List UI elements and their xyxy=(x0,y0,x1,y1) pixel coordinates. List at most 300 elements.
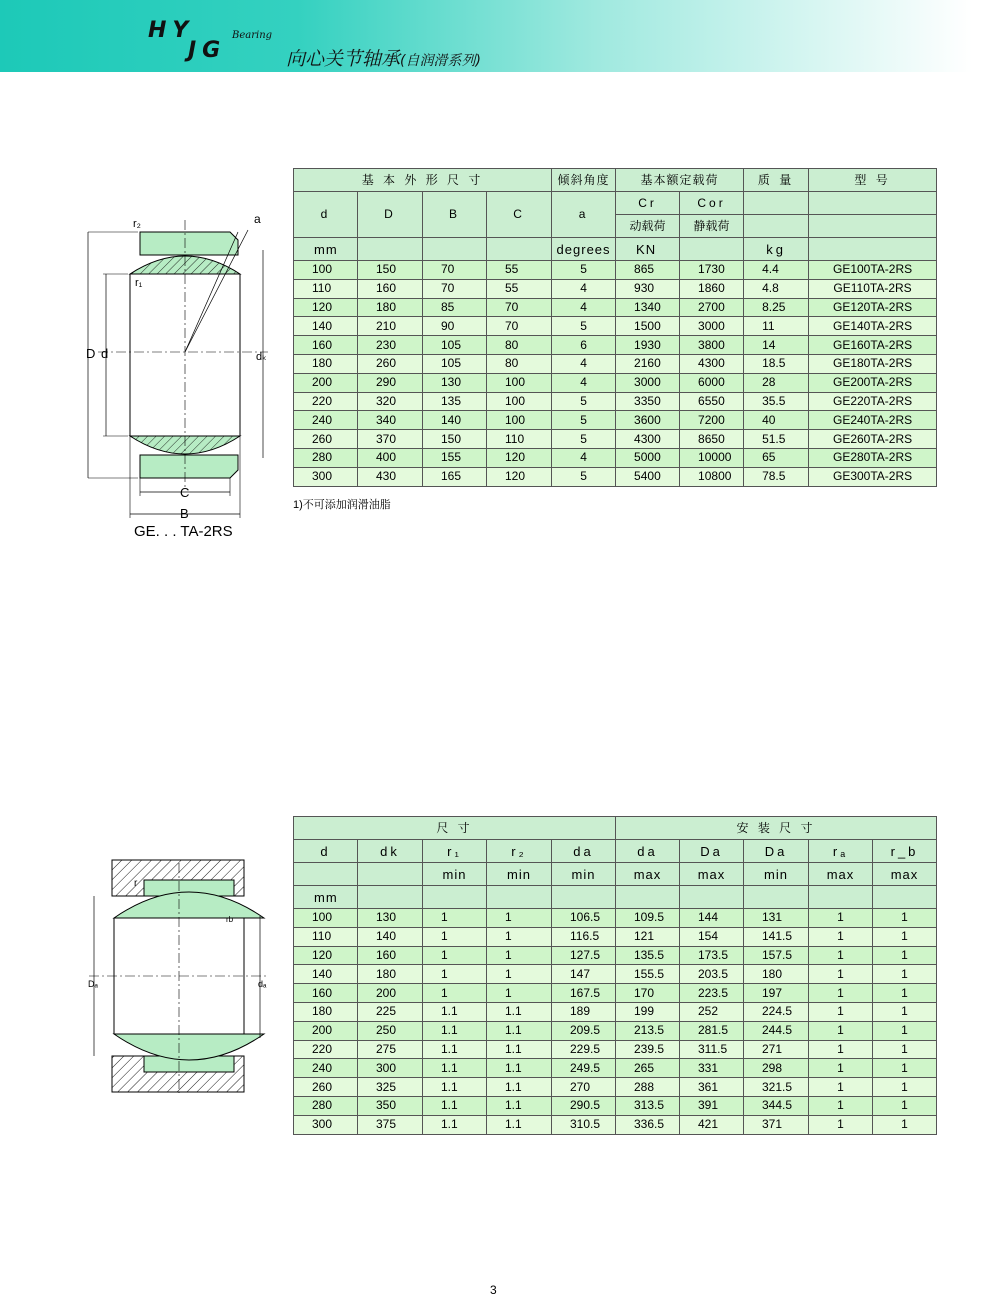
table-cell: 220 xyxy=(294,1040,358,1059)
col-a: a xyxy=(552,192,616,238)
table-row xyxy=(294,317,937,336)
table-cell: 100 xyxy=(294,909,358,928)
table-cell: 3350 xyxy=(616,392,680,411)
table-cell: 8.25 xyxy=(744,298,809,317)
table-cell: 220 xyxy=(294,392,358,411)
table-cell: 280 xyxy=(294,448,358,467)
label-dk: dₖ xyxy=(256,351,267,363)
table-cell: 240 xyxy=(294,1059,358,1078)
dimension-table-body xyxy=(294,261,937,487)
table-cell: 11 xyxy=(744,317,809,336)
group-header-angle: 倾斜角度 xyxy=(552,169,616,192)
table-cell: 120 xyxy=(487,467,552,486)
table-cell: 80 xyxy=(487,336,552,355)
blank-cell xyxy=(552,886,616,909)
table-cell: 135.5 xyxy=(616,946,680,965)
blank-cell xyxy=(744,215,809,238)
table-cell: GE120TA-2RS xyxy=(809,298,937,317)
limit-da-min: min xyxy=(552,863,616,886)
table-cell: 180 xyxy=(744,965,809,984)
table-cell: 1 xyxy=(873,927,937,946)
table-cell: 1340 xyxy=(616,298,680,317)
dimension-table xyxy=(293,168,937,487)
table-cell: 1 xyxy=(809,909,873,928)
table-cell: 100 xyxy=(487,392,552,411)
blank-cell xyxy=(487,238,552,261)
table-row xyxy=(294,448,937,467)
table-cell: 1 xyxy=(423,965,487,984)
limit-ra: max xyxy=(809,863,873,886)
col-r1: r₁ xyxy=(423,840,487,863)
table-cell: 5 xyxy=(552,317,616,336)
table-cell: 116.5 xyxy=(552,927,616,946)
table-cell: 310.5 xyxy=(552,1115,616,1134)
mounting-table xyxy=(293,816,937,1135)
table-cell: 298 xyxy=(744,1059,809,1078)
table-cell: 1.1 xyxy=(423,1078,487,1097)
table-cell: 200 xyxy=(358,984,423,1003)
table-cell: 281.5 xyxy=(680,1021,744,1040)
col-d: d xyxy=(294,192,358,238)
table-cell: 1 xyxy=(423,984,487,1003)
table-cell: GE100TA-2RS xyxy=(809,261,937,280)
table-cell: 109.5 xyxy=(616,909,680,928)
table-cell: 260 xyxy=(294,430,358,449)
group-header-size: 尺 寸 xyxy=(294,817,616,840)
table-cell: 1.1 xyxy=(487,1040,552,1059)
table-cell: 361 xyxy=(680,1078,744,1097)
table-cell: 4 xyxy=(552,354,616,373)
table-cell: 1 xyxy=(809,1096,873,1115)
table-row xyxy=(294,261,937,280)
table-row xyxy=(294,946,937,965)
table-cell: 4.4 xyxy=(744,261,809,280)
table-cell: 1.1 xyxy=(423,1115,487,1134)
table-cell: 1860 xyxy=(680,279,744,298)
table-cell: GE180TA-2RS xyxy=(809,354,937,373)
table-cell: 5 xyxy=(552,411,616,430)
table-cell: 120 xyxy=(294,946,358,965)
table-cell: 1.1 xyxy=(423,1002,487,1021)
bearing-section-diagram xyxy=(78,200,278,545)
table-cell: 311.5 xyxy=(680,1040,744,1059)
blank-cell xyxy=(294,863,358,886)
table-cell: 120 xyxy=(487,448,552,467)
table-row xyxy=(294,1059,937,1078)
group-header-load: 基本额定载荷 xyxy=(616,169,744,192)
table-cell: 40 xyxy=(744,411,809,430)
table-cell: 260 xyxy=(358,354,423,373)
blank-cell xyxy=(680,238,744,261)
table-cell: 1 xyxy=(809,1002,873,1021)
table-cell: 189 xyxy=(552,1002,616,1021)
table-cell: 160 xyxy=(358,279,423,298)
table-cell: 209.5 xyxy=(552,1021,616,1040)
outer-ring-bottom xyxy=(140,455,238,478)
logo-hy: HY xyxy=(148,18,195,43)
table-cell: 127.5 xyxy=(552,946,616,965)
table-cell: GE160TA-2RS xyxy=(809,336,937,355)
table-row xyxy=(294,1002,937,1021)
table-cell: 1 xyxy=(809,984,873,1003)
table-cell: 265 xyxy=(616,1059,680,1078)
col-D: D xyxy=(358,192,423,238)
dynamic-load-label: 动载荷 xyxy=(616,215,680,238)
table-cell: 288 xyxy=(616,1078,680,1097)
table-cell: 100 xyxy=(487,373,552,392)
table-row xyxy=(294,965,937,984)
table-cell: 135 xyxy=(423,392,487,411)
table-cell: 331 xyxy=(680,1059,744,1078)
table-cell: 1.1 xyxy=(487,1021,552,1040)
col-da-min: da xyxy=(552,840,616,863)
table-cell: 105 xyxy=(423,354,487,373)
table-cell: 150 xyxy=(423,430,487,449)
page-title-sub: (自润滑系列) xyxy=(400,53,481,69)
col-model-blank xyxy=(809,192,937,215)
label-d: d xyxy=(101,346,109,361)
table-row xyxy=(294,909,937,928)
table-cell: 271 xyxy=(744,1040,809,1059)
table-cell: 160 xyxy=(294,984,358,1003)
table-cell: 200 xyxy=(294,373,358,392)
table-cell: 1 xyxy=(873,1002,937,1021)
table-cell: 2160 xyxy=(616,354,680,373)
table-cell: 70 xyxy=(423,261,487,280)
mounting-table-body xyxy=(294,909,937,1135)
table-cell: 65 xyxy=(744,448,809,467)
table-cell: 141.5 xyxy=(744,927,809,946)
table-cell: 1 xyxy=(873,1040,937,1059)
table-cell: 80 xyxy=(487,354,552,373)
table-row xyxy=(294,1040,937,1059)
table-cell: 430 xyxy=(358,467,423,486)
table-cell: 336.5 xyxy=(616,1115,680,1134)
table-cell: 1.1 xyxy=(423,1096,487,1115)
table-cell: 260 xyxy=(294,1078,358,1097)
table-cell: 320 xyxy=(358,392,423,411)
table-cell: 321.5 xyxy=(744,1078,809,1097)
table-cell: 421 xyxy=(680,1115,744,1134)
table-cell: 1.1 xyxy=(487,1078,552,1097)
table-cell: 130 xyxy=(358,909,423,928)
table-row xyxy=(294,411,937,430)
table-cell: 70 xyxy=(423,279,487,298)
table-cell: 1 xyxy=(873,909,937,928)
table-cell: 300 xyxy=(294,467,358,486)
table-cell: 290 xyxy=(358,373,423,392)
table-cell: 239.5 xyxy=(616,1040,680,1059)
table-cell: 1.1 xyxy=(487,1002,552,1021)
label-r1: r₁ xyxy=(135,277,143,289)
table-cell: 2700 xyxy=(680,298,744,317)
table-cell: 7200 xyxy=(680,411,744,430)
blank-cell xyxy=(809,886,873,909)
table-cell: 131 xyxy=(744,909,809,928)
table-cell: 230 xyxy=(358,336,423,355)
table-row xyxy=(294,336,937,355)
table-cell: 1 xyxy=(873,946,937,965)
table-cell: 1 xyxy=(423,927,487,946)
page-title xyxy=(286,44,481,71)
table-cell: 1 xyxy=(423,946,487,965)
table-cell: 167.5 xyxy=(552,984,616,1003)
blank-cell xyxy=(423,238,487,261)
table-cell: 4300 xyxy=(616,430,680,449)
table-cell: 70 xyxy=(487,317,552,336)
table-cell: 150 xyxy=(358,261,423,280)
table-cell: 203.5 xyxy=(680,965,744,984)
col-d: d xyxy=(294,840,358,863)
table-cell: 120 xyxy=(294,298,358,317)
blank-cell xyxy=(744,886,809,909)
table-row xyxy=(294,279,937,298)
table-cell: 1 xyxy=(809,1040,873,1059)
table-cell: 240 xyxy=(294,411,358,430)
table-cell: 300 xyxy=(358,1059,423,1078)
col-da-max: da xyxy=(616,840,680,863)
blank-cell xyxy=(358,238,423,261)
table-cell: 180 xyxy=(294,354,358,373)
table-cell: GE300TA-2RS xyxy=(809,467,937,486)
label-da: dₐ xyxy=(258,979,267,989)
table-row xyxy=(294,467,937,486)
table-cell: 106.5 xyxy=(552,909,616,928)
table-cell: 140 xyxy=(423,411,487,430)
table-cell: 55 xyxy=(487,261,552,280)
table-cell: 140 xyxy=(358,927,423,946)
label-rb: rb xyxy=(226,915,234,924)
table-cell: 173.5 xyxy=(680,946,744,965)
table-cell: 1.1 xyxy=(487,1115,552,1134)
table-cell: 5000 xyxy=(616,448,680,467)
table-cell: 249.5 xyxy=(552,1059,616,1078)
limit-da-max: max xyxy=(616,863,680,886)
table-cell: 1500 xyxy=(616,317,680,336)
table-cell: 3800 xyxy=(680,336,744,355)
table-row xyxy=(294,984,937,1003)
table-cell: 154 xyxy=(680,927,744,946)
table-cell: 1730 xyxy=(680,261,744,280)
table-cell: 1 xyxy=(809,946,873,965)
table-cell: 313.5 xyxy=(616,1096,680,1115)
col-C: C xyxy=(487,192,552,238)
limit-r1: min xyxy=(423,863,487,886)
table-cell: 223.5 xyxy=(680,984,744,1003)
table-cell: 1.1 xyxy=(423,1021,487,1040)
label-r2: r₂ xyxy=(133,218,141,230)
table-cell: 1.1 xyxy=(487,1059,552,1078)
table-cell: 1 xyxy=(873,1059,937,1078)
table-cell: 130 xyxy=(423,373,487,392)
table-cell: 1 xyxy=(809,1078,873,1097)
table-cell: 90 xyxy=(423,317,487,336)
table-cell: 200 xyxy=(294,1021,358,1040)
label-D: D xyxy=(86,346,96,361)
logo-bearing: Bearing xyxy=(232,30,273,41)
table-cell: 1 xyxy=(873,984,937,1003)
table-cell: GE200TA-2RS xyxy=(809,373,937,392)
footnote: 1)不可添加润滑油脂 xyxy=(293,499,391,511)
table-cell: 270 xyxy=(552,1078,616,1097)
col-ra: rₐ xyxy=(809,840,873,863)
table-cell: 3000 xyxy=(616,373,680,392)
limit-Da-max: max xyxy=(680,863,744,886)
logo-jg: JG xyxy=(188,38,227,63)
table-cell: 5 xyxy=(552,392,616,411)
table-cell: 290.5 xyxy=(552,1096,616,1115)
unit-mm: mm xyxy=(294,238,358,261)
table-cell: 155.5 xyxy=(616,965,680,984)
table-cell: 14 xyxy=(744,336,809,355)
table-row xyxy=(294,392,937,411)
table-cell: 105 xyxy=(423,336,487,355)
limit-r2: min xyxy=(487,863,552,886)
table-cell: 121 xyxy=(616,927,680,946)
col-Cr: Cr xyxy=(616,192,680,215)
table-cell: 70 xyxy=(487,298,552,317)
limit-Da-min: min xyxy=(744,863,809,886)
page-number: 3 xyxy=(490,1283,497,1297)
table-cell: 225 xyxy=(358,1002,423,1021)
label-Da: Dₐ xyxy=(88,979,98,989)
table-cell: 300 xyxy=(294,1115,358,1134)
label-B: B xyxy=(180,506,189,521)
table-cell: 51.5 xyxy=(744,430,809,449)
table-cell: 1 xyxy=(873,1021,937,1040)
table-cell: 35.5 xyxy=(744,392,809,411)
table-cell: 1 xyxy=(809,1115,873,1134)
table-cell: 6 xyxy=(552,336,616,355)
table-cell: 930 xyxy=(616,279,680,298)
table-cell: 155 xyxy=(423,448,487,467)
table-cell: 160 xyxy=(294,336,358,355)
table-cell: 250 xyxy=(358,1021,423,1040)
table-cell: 371 xyxy=(744,1115,809,1134)
blank-cell xyxy=(616,886,680,909)
table-cell: 199 xyxy=(616,1002,680,1021)
table-cell: 252 xyxy=(680,1002,744,1021)
col-rb: r_b xyxy=(873,840,937,863)
table-cell: GE220TA-2RS xyxy=(809,392,937,411)
table-cell: GE280TA-2RS xyxy=(809,448,937,467)
col-B: B xyxy=(423,192,487,238)
table-row xyxy=(294,298,937,317)
blank-cell xyxy=(423,886,487,909)
table-cell: 229.5 xyxy=(552,1040,616,1059)
table-cell: 100 xyxy=(294,261,358,280)
table-cell: 1 xyxy=(487,927,552,946)
table-cell: 344.5 xyxy=(744,1096,809,1115)
table-cell: 4.8 xyxy=(744,279,809,298)
table-row xyxy=(294,927,937,946)
group-header-mass: 质 量 xyxy=(744,169,809,192)
blank-cell xyxy=(358,863,423,886)
table-cell: 1 xyxy=(487,984,552,1003)
table-cell: 244.5 xyxy=(744,1021,809,1040)
group-header-mounting: 安 装 尺 寸 xyxy=(616,817,937,840)
table-cell: 1 xyxy=(423,909,487,928)
table-cell: 1 xyxy=(487,946,552,965)
unit-kg: kg xyxy=(744,238,809,261)
table-cell: 5 xyxy=(552,467,616,486)
outer-ring-top xyxy=(140,232,238,255)
table-cell: 180 xyxy=(358,965,423,984)
unit-mm: mm xyxy=(294,886,358,909)
blank-cell xyxy=(873,886,937,909)
table-cell: 1 xyxy=(487,965,552,984)
table-cell: 4 xyxy=(552,279,616,298)
table-cell: 391 xyxy=(680,1096,744,1115)
table-cell: 110 xyxy=(294,927,358,946)
table-cell: GE240TA-2RS xyxy=(809,411,937,430)
page-title-main: 向心关节轴承 xyxy=(286,48,401,70)
table-cell: 10000 xyxy=(680,448,744,467)
table-cell: 1 xyxy=(873,1096,937,1115)
table-cell: 400 xyxy=(358,448,423,467)
table-cell: 280 xyxy=(294,1096,358,1115)
table-cell: 28 xyxy=(744,373,809,392)
blank-cell xyxy=(487,886,552,909)
table-cell: 1 xyxy=(809,1059,873,1078)
table-cell: 197 xyxy=(744,984,809,1003)
table-cell: 140 xyxy=(294,317,358,336)
table-cell: 180 xyxy=(358,298,423,317)
table-cell: 1.1 xyxy=(423,1040,487,1059)
table-cell: 140 xyxy=(294,965,358,984)
table-row xyxy=(294,1021,937,1040)
table-cell: 4 xyxy=(552,373,616,392)
table-cell: 1 xyxy=(873,965,937,984)
table-cell: 340 xyxy=(358,411,423,430)
table-row xyxy=(294,354,937,373)
col-mass-blank xyxy=(744,192,809,215)
table-cell: 160 xyxy=(358,946,423,965)
header-band xyxy=(0,0,992,72)
col-dk: dk xyxy=(358,840,423,863)
col-Cor: Cor xyxy=(680,192,744,215)
table-cell: 6550 xyxy=(680,392,744,411)
table-cell: 275 xyxy=(358,1040,423,1059)
table-row xyxy=(294,373,937,392)
table-row xyxy=(294,1115,937,1134)
blank-cell xyxy=(809,238,937,261)
table-cell: 55 xyxy=(487,279,552,298)
group-header-model: 型 号 xyxy=(809,169,937,192)
blank-cell xyxy=(358,886,423,909)
table-cell: GE260TA-2RS xyxy=(809,430,937,449)
table-cell: 1 xyxy=(809,965,873,984)
table-cell: 110 xyxy=(487,430,552,449)
table-cell: 1 xyxy=(487,909,552,928)
table-cell: 1 xyxy=(873,1115,937,1134)
table-row xyxy=(294,430,937,449)
table-cell: 224.5 xyxy=(744,1002,809,1021)
unit-degrees: degrees xyxy=(552,238,616,261)
limit-rb: max xyxy=(873,863,937,886)
table-cell: 1 xyxy=(873,1078,937,1097)
table-cell: 5400 xyxy=(616,467,680,486)
table-cell: 1 xyxy=(809,1021,873,1040)
table-cell: 144 xyxy=(680,909,744,928)
unit-kn: KN xyxy=(616,238,680,261)
table-cell: 4300 xyxy=(680,354,744,373)
table-cell: 8650 xyxy=(680,430,744,449)
table-cell: 5 xyxy=(552,430,616,449)
table-cell: 85 xyxy=(423,298,487,317)
table-cell: GE140TA-2RS xyxy=(809,317,937,336)
table-cell: 210 xyxy=(358,317,423,336)
